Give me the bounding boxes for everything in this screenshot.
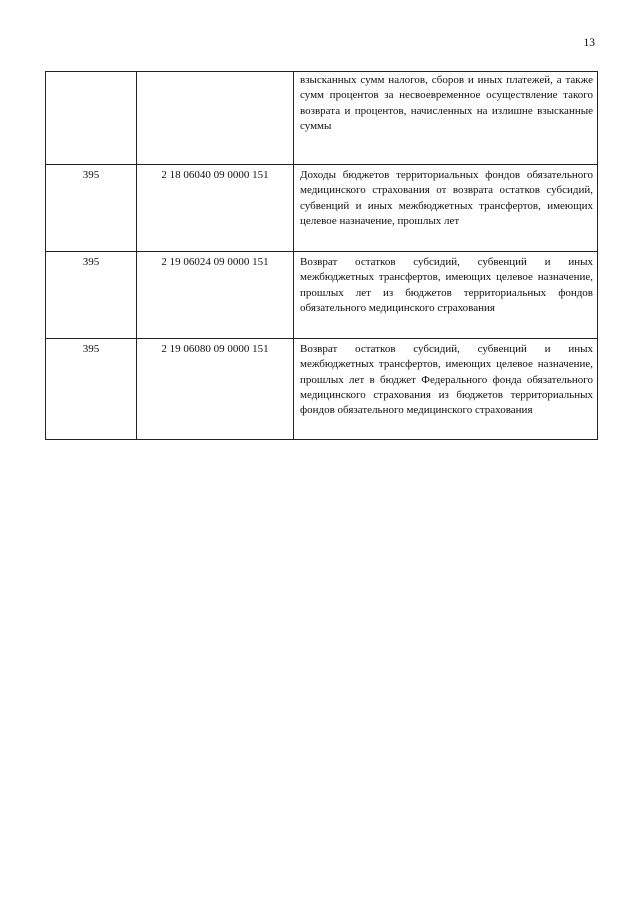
admin-code-cell: 395 xyxy=(46,165,137,252)
kbk-code-cell: 2 19 06080 09 0000 151 xyxy=(137,339,294,440)
page-number: 13 xyxy=(583,37,595,49)
description-cell: взысканных сумм налогов, сборов и иных платежей, а также сумм процентов за несвоевременное осуществление такого возврата и процентов, начисленных на излишне взысканные суммы xyxy=(294,72,598,165)
kbk-code-cell: 2 18 06040 09 0000 151 xyxy=(137,165,294,252)
kbk-code-cell xyxy=(137,72,294,165)
table-row xyxy=(46,252,598,339)
admin-code-cell xyxy=(46,72,137,165)
budget-classification-table xyxy=(45,71,598,440)
description-cell: Возврат остатков субсидий, субвенций и иных межбюджетных трансфертов, имеющих целевое назначение, прошлых лет из бюджетов территориальных фондов обязательного медицинского страхования xyxy=(294,252,598,339)
table-row xyxy=(46,339,598,440)
description-cell: Доходы бюджетов территориальных фондов обязательного медицинского страхования от возврата остатков субсидий, субвенций и иных межбюджетных трансфертов, имеющих целевое назначение, прошлых лет xyxy=(294,165,598,252)
admin-code-cell: 395 xyxy=(46,339,137,440)
table-row xyxy=(46,165,598,252)
table-row xyxy=(46,72,598,165)
kbk-code-cell: 2 19 06024 09 0000 151 xyxy=(137,252,294,339)
description-cell: Возврат остатков субсидий, субвенций и иных межбюджетных трансфертов, имеющих целевое назначение, прошлых лет в бюджет Федерального фонда обязательного медицинского страхования из бюджетов территориальных фондов обязательного медицинского страхования xyxy=(294,339,598,440)
admin-code-cell: 395 xyxy=(46,252,137,339)
